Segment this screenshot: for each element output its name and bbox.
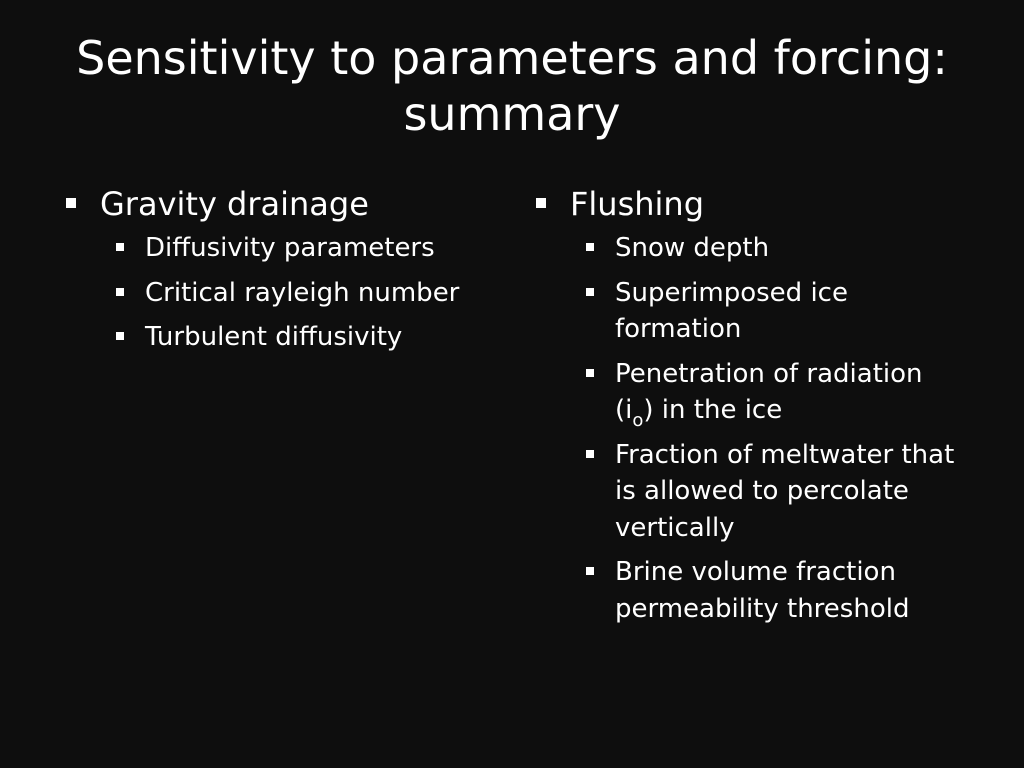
list-item-label: Diffusivity parameters (145, 233, 435, 263)
list-item (62, 319, 492, 356)
list-item-label (615, 358, 923, 431)
radiation-subscript: o (632, 410, 644, 431)
radiation-prefix: Penetration of radiation (i (615, 358, 923, 425)
square-bullet-icon (116, 243, 124, 251)
list-heading: Gravity drainage (100, 185, 369, 223)
square-bullet-icon (586, 567, 594, 575)
left-column (62, 184, 492, 364)
square-bullet-icon (116, 288, 124, 296)
square-bullet-icon (586, 369, 594, 377)
list-item (532, 275, 962, 348)
list-item-label: Turbulent diffusivity (145, 322, 403, 352)
list-item-label: Snow depth (615, 233, 770, 263)
square-bullet-icon (586, 243, 594, 251)
list-item-label: Critical rayleigh number (145, 277, 460, 308)
list-item-flushing (532, 184, 962, 224)
list-item (532, 230, 962, 267)
slide-title: Sensitivity to parameters and forcing: summary (76, 31, 948, 141)
list-item-gravity-drainage (62, 184, 492, 224)
square-bullet-icon (116, 332, 124, 340)
gravity-drainage-sublist (62, 230, 492, 356)
right-column (532, 184, 962, 635)
list-item-label: Fraction of meltwater that is allowed to percolate vertically (615, 439, 955, 543)
flushing-sublist (532, 230, 962, 627)
square-bullet-icon (586, 288, 594, 296)
square-bullet-icon (536, 198, 546, 208)
list-item (62, 230, 492, 267)
square-bullet-icon (66, 198, 76, 208)
list-item (532, 437, 962, 547)
list-item (532, 554, 962, 627)
list-item (62, 275, 492, 312)
list-item-label: Superimposed ice formation (615, 277, 848, 344)
square-bullet-icon (586, 450, 594, 458)
list-heading: Flushing (570, 185, 705, 223)
radiation-suffix: ) in the ice (643, 395, 783, 425)
list-item-label: Brine volume fraction permeability threshold (615, 557, 910, 624)
list-item (532, 356, 962, 429)
